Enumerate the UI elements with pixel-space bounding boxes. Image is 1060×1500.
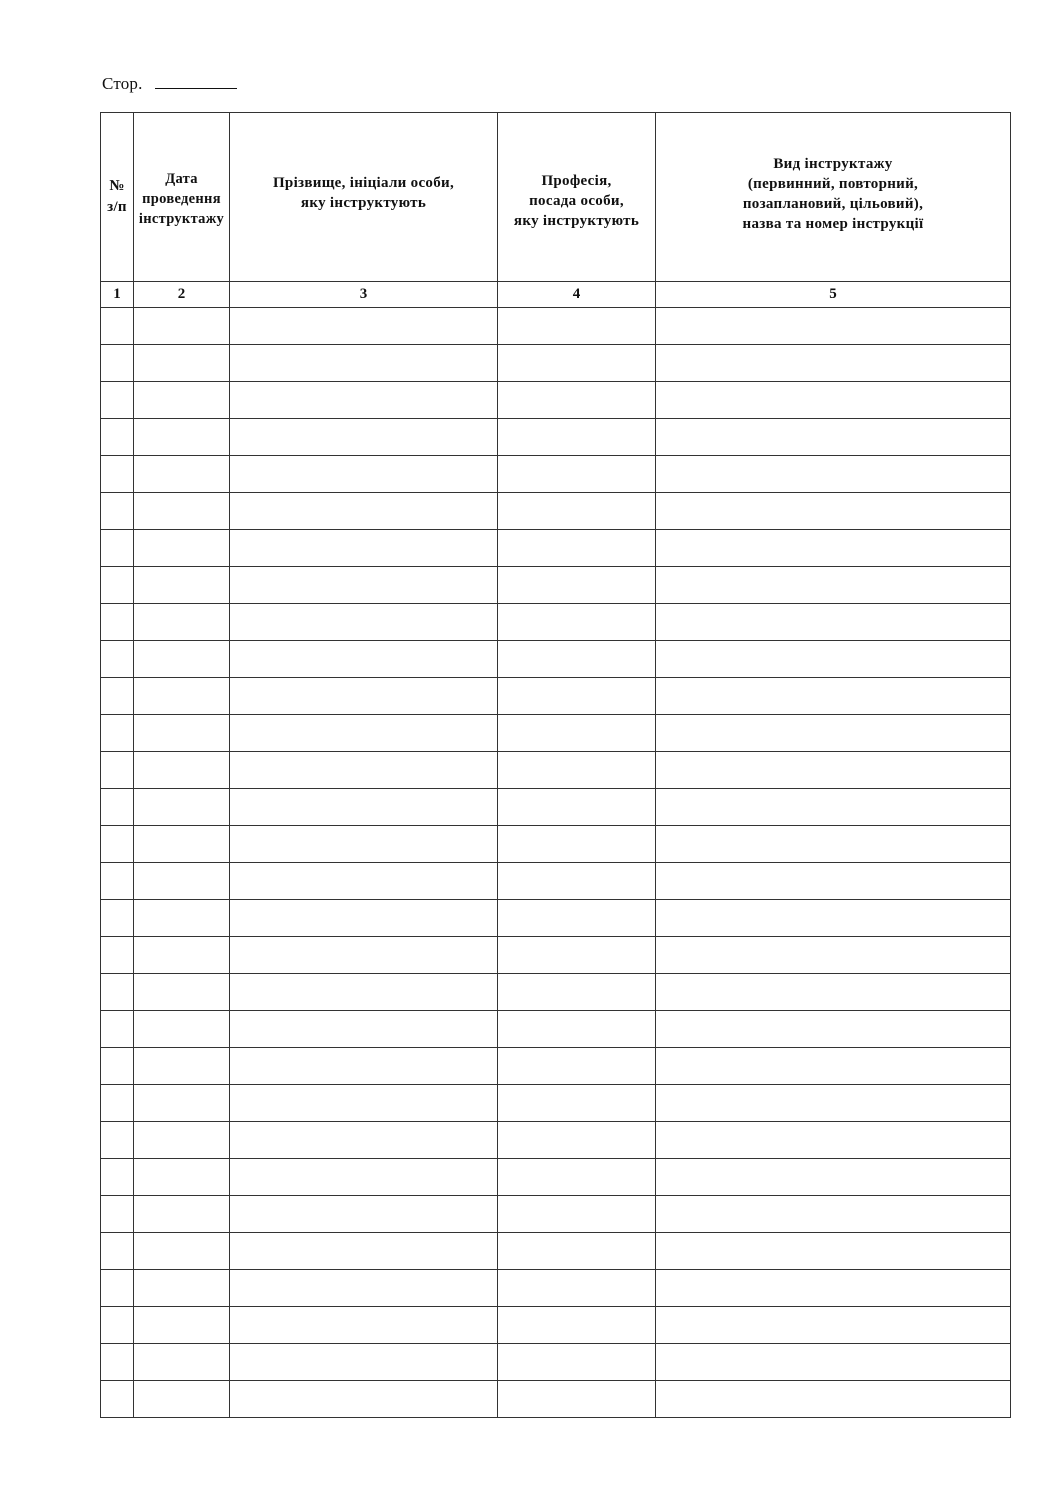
header-instruction-type-text: Вид інструктажу (первинний, повторний, позаплановий, цільовий), назва та номер інструкції <box>742 156 924 232</box>
table-cell[interactable] <box>230 1048 498 1085</box>
table-cell[interactable] <box>498 715 656 752</box>
table-cell[interactable] <box>656 604 1011 641</box>
table-cell[interactable] <box>101 715 134 752</box>
column-number-3: 3 <box>230 282 498 308</box>
table-cell[interactable] <box>498 567 656 604</box>
table-cell[interactable] <box>498 493 656 530</box>
column-number-5: 5 <box>656 282 1011 308</box>
table-cell[interactable] <box>498 752 656 789</box>
table-cell[interactable] <box>656 382 1011 419</box>
table-row <box>101 789 1011 826</box>
header-cell-instruction-type <box>656 113 1011 282</box>
table-cell[interactable] <box>498 345 656 382</box>
table-cell[interactable] <box>101 641 134 678</box>
table-cell[interactable] <box>656 530 1011 567</box>
table-cell[interactable] <box>134 604 230 641</box>
table-cell[interactable] <box>101 1233 134 1270</box>
table-cell[interactable] <box>656 715 1011 752</box>
table-cell[interactable] <box>101 1270 134 1307</box>
table-cell[interactable] <box>230 382 498 419</box>
table-cell[interactable] <box>656 493 1011 530</box>
table-cell[interactable] <box>101 1122 134 1159</box>
table-cell[interactable] <box>101 1381 134 1418</box>
table-cell[interactable] <box>656 789 1011 826</box>
table-cell[interactable] <box>134 419 230 456</box>
table-cell[interactable] <box>101 752 134 789</box>
table-cell[interactable] <box>498 1011 656 1048</box>
column-number-row <box>101 282 1011 308</box>
table-row <box>101 752 1011 789</box>
table-row <box>101 1122 1011 1159</box>
table-row <box>101 826 1011 863</box>
table-cell[interactable] <box>134 863 230 900</box>
table-row <box>101 382 1011 419</box>
table-row <box>101 493 1011 530</box>
table-cell[interactable] <box>498 1196 656 1233</box>
table-cell[interactable] <box>656 1270 1011 1307</box>
table-cell[interactable] <box>656 1011 1011 1048</box>
table-row <box>101 456 1011 493</box>
header-cell-profession <box>498 113 656 282</box>
table-cell[interactable] <box>101 1085 134 1122</box>
table-cell[interactable] <box>498 826 656 863</box>
table-cell[interactable] <box>134 345 230 382</box>
table-row <box>101 937 1011 974</box>
table-cell[interactable] <box>230 604 498 641</box>
table-cell[interactable] <box>498 604 656 641</box>
table-cell[interactable] <box>230 900 498 937</box>
table-cell[interactable] <box>498 641 656 678</box>
header-name-text: Прізвище, ініціали особи, яку інструктують <box>272 175 455 211</box>
table-cell[interactable] <box>101 345 134 382</box>
table-row <box>101 419 1011 456</box>
table-cell[interactable] <box>230 530 498 567</box>
page-number-label: Стор. <box>102 74 143 93</box>
table-cell[interactable] <box>230 1307 498 1344</box>
instruction-journal-table <box>100 112 1011 1418</box>
table-cell[interactable] <box>101 678 134 715</box>
table-cell[interactable] <box>230 1270 498 1307</box>
table-cell[interactable] <box>498 382 656 419</box>
table-cell[interactable] <box>230 308 498 345</box>
table-cell[interactable] <box>656 1307 1011 1344</box>
table-cell[interactable] <box>134 530 230 567</box>
table-cell[interactable] <box>101 826 134 863</box>
table-cell[interactable] <box>230 715 498 752</box>
table-cell[interactable] <box>498 308 656 345</box>
table-cell[interactable] <box>134 715 230 752</box>
page-number-blank[interactable] <box>155 87 237 89</box>
table-cell[interactable] <box>134 1122 230 1159</box>
table-cell[interactable] <box>656 1159 1011 1196</box>
table-cell[interactable] <box>656 456 1011 493</box>
table-cell[interactable] <box>134 493 230 530</box>
table-cell[interactable] <box>230 1196 498 1233</box>
table-cell[interactable] <box>101 456 134 493</box>
header-cell-date <box>134 113 230 282</box>
table-cell[interactable] <box>101 900 134 937</box>
table-cell[interactable] <box>134 1344 230 1381</box>
table-cell[interactable] <box>101 974 134 1011</box>
table-cell[interactable] <box>134 900 230 937</box>
table-cell[interactable] <box>656 567 1011 604</box>
table-cell[interactable] <box>656 974 1011 1011</box>
table-cell[interactable] <box>134 937 230 974</box>
table-cell[interactable] <box>101 1011 134 1048</box>
table-body <box>101 308 1011 1418</box>
table-cell[interactable] <box>134 1196 230 1233</box>
header-cell-name <box>230 113 498 282</box>
header-date-text: Дата проведення інструктажу <box>138 170 225 227</box>
table-cell[interactable] <box>134 456 230 493</box>
table-cell[interactable] <box>230 752 498 789</box>
table-row <box>101 715 1011 752</box>
table-cell[interactable] <box>498 1270 656 1307</box>
table-cell[interactable] <box>656 826 1011 863</box>
table-row <box>101 530 1011 567</box>
table-cell[interactable] <box>656 863 1011 900</box>
table-cell[interactable] <box>656 1233 1011 1270</box>
table-cell[interactable] <box>101 1159 134 1196</box>
table-cell[interactable] <box>230 1159 498 1196</box>
table-cell[interactable] <box>134 1270 230 1307</box>
table-cell[interactable] <box>656 937 1011 974</box>
page-number <box>102 74 237 94</box>
table-cell[interactable] <box>230 937 498 974</box>
table-cell[interactable] <box>101 604 134 641</box>
table-row <box>101 1048 1011 1085</box>
table-row <box>101 1270 1011 1307</box>
table-row <box>101 1011 1011 1048</box>
table-cell[interactable] <box>230 1233 498 1270</box>
table-cell[interactable] <box>101 419 134 456</box>
table-cell[interactable] <box>101 1196 134 1233</box>
table-cell[interactable] <box>230 1011 498 1048</box>
table-cell[interactable] <box>498 789 656 826</box>
table-cell[interactable] <box>656 308 1011 345</box>
table-cell[interactable] <box>498 1048 656 1085</box>
table-row <box>101 863 1011 900</box>
table-cell[interactable] <box>230 567 498 604</box>
table-row <box>101 1307 1011 1344</box>
table-row <box>101 900 1011 937</box>
table-row <box>101 1159 1011 1196</box>
table-cell[interactable] <box>101 863 134 900</box>
table-cell[interactable] <box>230 1381 498 1418</box>
table-cell[interactable] <box>230 345 498 382</box>
table-row <box>101 345 1011 382</box>
table-cell[interactable] <box>230 826 498 863</box>
table-row <box>101 1233 1011 1270</box>
table-cell[interactable] <box>230 1085 498 1122</box>
table-cell[interactable] <box>134 308 230 345</box>
table-row <box>101 1085 1011 1122</box>
table-cell[interactable] <box>230 863 498 900</box>
table-cell[interactable] <box>498 530 656 567</box>
table-row <box>101 1196 1011 1233</box>
table-cell[interactable] <box>101 382 134 419</box>
table-cell[interactable] <box>656 1344 1011 1381</box>
table-cell[interactable] <box>101 937 134 974</box>
table-row <box>101 641 1011 678</box>
table-cell[interactable] <box>498 863 656 900</box>
table-cell[interactable] <box>656 1048 1011 1085</box>
table-cell[interactable] <box>656 678 1011 715</box>
table-cell[interactable] <box>101 530 134 567</box>
table-cell[interactable] <box>498 900 656 937</box>
column-number-2: 2 <box>134 282 230 308</box>
table-row <box>101 974 1011 1011</box>
table-cell[interactable] <box>498 1344 656 1381</box>
table-cell[interactable] <box>101 789 134 826</box>
table-cell[interactable] <box>134 752 230 789</box>
table-cell[interactable] <box>230 641 498 678</box>
table-cell[interactable] <box>134 641 230 678</box>
table-cell[interactable] <box>656 419 1011 456</box>
table-cell[interactable] <box>230 1122 498 1159</box>
table-cell[interactable] <box>498 678 656 715</box>
table-cell[interactable] <box>656 641 1011 678</box>
table-cell[interactable] <box>656 1122 1011 1159</box>
table-cell[interactable] <box>498 1233 656 1270</box>
table-cell[interactable] <box>230 974 498 1011</box>
table-cell[interactable] <box>656 900 1011 937</box>
header-number-text: № з/п <box>107 178 127 215</box>
table-cell[interactable] <box>101 567 134 604</box>
table-cell[interactable] <box>134 974 230 1011</box>
table-row <box>101 1381 1011 1418</box>
table-cell[interactable] <box>230 789 498 826</box>
table-cell[interactable] <box>134 826 230 863</box>
header-profession-text: Професія, посада особи, яку інструктують <box>513 173 640 229</box>
table-cell[interactable] <box>134 1159 230 1196</box>
table-row <box>101 567 1011 604</box>
table-cell[interactable] <box>498 456 656 493</box>
table-cell[interactable] <box>230 678 498 715</box>
table-cell[interactable] <box>498 1085 656 1122</box>
table-cell[interactable] <box>101 1048 134 1085</box>
table-row <box>101 1344 1011 1381</box>
table-cell[interactable] <box>134 789 230 826</box>
table-cell[interactable] <box>101 1307 134 1344</box>
table-cell[interactable] <box>134 1307 230 1344</box>
column-number-1: 1 <box>101 282 134 308</box>
table-row <box>101 604 1011 641</box>
table-cell[interactable] <box>498 419 656 456</box>
table-cell[interactable] <box>134 1011 230 1048</box>
table-header-row <box>101 113 1011 282</box>
table-cell[interactable] <box>498 1307 656 1344</box>
column-number-4: 4 <box>498 282 656 308</box>
table-cell[interactable] <box>498 1381 656 1418</box>
table-cell[interactable] <box>656 345 1011 382</box>
table-cell[interactable] <box>656 1196 1011 1233</box>
table-cell[interactable] <box>230 493 498 530</box>
header-cell-number <box>101 113 134 282</box>
table-cell[interactable] <box>134 678 230 715</box>
table-cell[interactable] <box>101 308 134 345</box>
table-cell[interactable] <box>134 1233 230 1270</box>
table-row <box>101 308 1011 345</box>
table-cell[interactable] <box>498 974 656 1011</box>
table-cell[interactable] <box>134 1381 230 1418</box>
table-cell[interactable] <box>101 1344 134 1381</box>
table-cell[interactable] <box>134 382 230 419</box>
table-cell[interactable] <box>498 1159 656 1196</box>
table-cell[interactable] <box>230 419 498 456</box>
table-cell[interactable] <box>498 937 656 974</box>
table-row <box>101 678 1011 715</box>
table-cell[interactable] <box>230 456 498 493</box>
table-cell[interactable] <box>134 1085 230 1122</box>
table-cell[interactable] <box>134 1048 230 1085</box>
table-cell[interactable] <box>656 1381 1011 1418</box>
table-cell[interactable] <box>656 1085 1011 1122</box>
table-cell[interactable] <box>101 493 134 530</box>
table-cell[interactable] <box>498 1122 656 1159</box>
table-cell[interactable] <box>656 752 1011 789</box>
table-cell[interactable] <box>230 1344 498 1381</box>
table-cell[interactable] <box>134 567 230 604</box>
